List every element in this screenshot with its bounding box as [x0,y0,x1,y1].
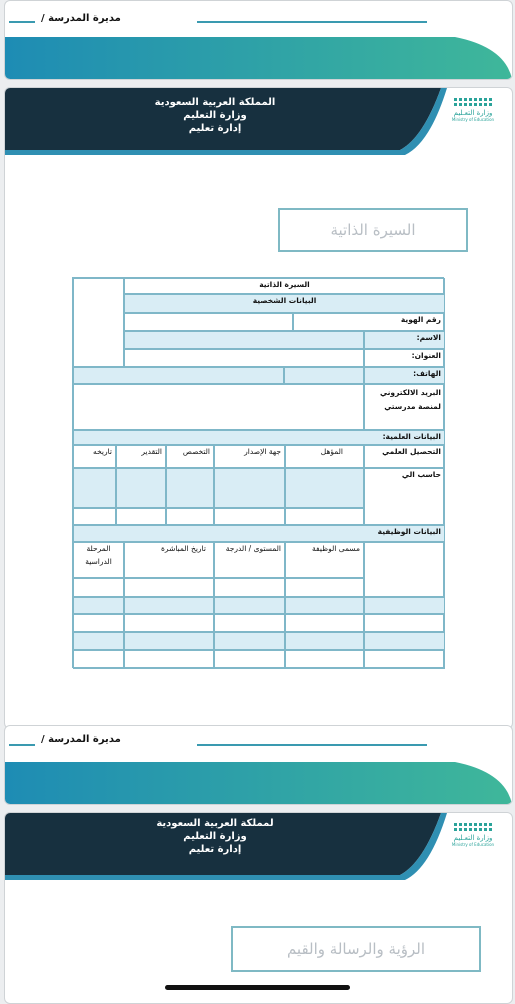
home-indicator[interactable] [165,985,350,990]
academic-cell[interactable] [285,508,364,525]
logo-text-ar: وزارة التعـليم [453,109,493,117]
id-value[interactable] [124,313,293,331]
job-cell[interactable] [73,650,124,669]
principal-label: مديرة المدرسة / [41,734,121,745]
phone-value-left[interactable] [73,367,284,384]
job-cell[interactable] [285,650,364,669]
footer-wave [5,762,512,804]
job-cell[interactable] [285,614,364,632]
academic-cell[interactable] [73,468,116,508]
footer-band [4,725,513,805]
job-cell[interactable] [73,614,124,632]
col-stage-line1: المرحلة [86,544,111,553]
academic-section-header: البيانات العلمية: [73,430,445,445]
col-job-title: مسمى الوظيفة [285,542,364,578]
col-qualification: المؤهل [285,445,364,468]
job-cell[interactable] [364,650,445,669]
footer-band [4,0,513,80]
job-cell[interactable] [124,578,214,597]
col-major: التخصص [166,445,214,468]
academic-cell[interactable] [285,468,364,508]
job-cell[interactable] [214,632,285,650]
address-label: العنوان: [364,349,445,367]
cv-title-box: السيرة الذاتية [278,208,468,252]
signature-blank-line [9,744,35,746]
photo-box [73,278,124,367]
job-cell[interactable] [124,632,214,650]
cv-table [72,277,444,668]
address-value[interactable] [124,349,364,367]
academic-cell[interactable] [73,508,116,525]
cv-table-title: السيرة الذاتية [124,278,445,294]
job-blank-header [364,542,445,597]
logo-dots-icon [449,823,497,831]
vision-title-box: الرؤية والرسالة والقيم [231,926,481,972]
job-cell[interactable] [364,597,445,614]
signature-blank-line [9,21,35,23]
col-grade: التقدير [116,445,166,468]
name-value[interactable] [124,331,364,349]
col-stage [73,542,124,578]
job-section-header: البيانات الوظيفية [73,525,445,542]
ministry-logo [449,823,497,847]
job-cell[interactable] [124,614,214,632]
email-label-line1: البريد الالكتروني [380,388,441,397]
header-text [115,817,315,856]
academic-label: التحصيل العلمي [364,445,445,468]
job-cell[interactable] [285,632,364,650]
academic-cell[interactable] [116,508,166,525]
col-start-date: تاريخ المباشرة [124,542,214,578]
ministry-name: وزارة التعليم [183,110,247,121]
country-name: المملكة العربية السعودية [154,97,276,108]
email-label-line2: لمنصة مدرستي [384,402,441,411]
academic-cell[interactable] [214,508,285,525]
job-cell[interactable] [364,614,445,632]
col-date: تاريخه [73,445,116,468]
page-header [4,812,513,1004]
academic-cell[interactable] [116,468,166,508]
computer-label: حاسب الي [364,468,445,525]
department-name: إدارة تعليم [188,123,242,134]
job-cell[interactable] [73,632,124,650]
principal-label: مديرة المدرسة / [41,13,121,24]
job-cell[interactable] [124,650,214,669]
logo-text-ar: وزارة التعـليم [453,834,493,842]
phone-label: الهاتف: [364,367,445,384]
signature-line [197,744,427,746]
col-stage-line2: الدراسية [85,557,112,566]
job-cell[interactable] [214,614,285,632]
academic-cell[interactable] [166,508,214,525]
academic-cell[interactable] [166,468,214,508]
job-cell[interactable] [73,597,124,614]
signature-line [197,21,427,23]
job-cell[interactable] [214,597,285,614]
job-cell[interactable] [73,578,124,597]
job-cell[interactable] [214,650,285,669]
job-cell[interactable] [124,597,214,614]
ministry-name: وزارة التعليم [183,831,247,842]
job-cell[interactable] [285,578,364,597]
col-issuer: جهة الإصدار [214,445,285,468]
job-cell[interactable] [285,597,364,614]
name-label: الاسم: [364,331,445,349]
logo-dots-icon [449,98,497,106]
logo-text-en: Ministry of Education [451,117,495,122]
phone-value-right[interactable] [284,367,364,384]
ministry-logo [449,98,497,122]
personal-section-header: البيانات الشخصية [124,294,445,313]
logo-text-en: Ministry of Education [451,842,495,847]
col-level: المستوى / الدرجة [214,542,285,578]
email-value[interactable] [73,384,364,430]
email-label [364,384,445,430]
job-cell[interactable] [214,578,285,597]
header-text [115,96,315,135]
academic-cell[interactable] [214,468,285,508]
department-name: إدارة تعليم [188,844,242,855]
job-cell[interactable] [364,632,445,650]
footer-wave [5,37,512,79]
id-label: رقم الهوية [293,313,445,331]
country-name: لمملكة العربية السعودية [156,818,274,829]
